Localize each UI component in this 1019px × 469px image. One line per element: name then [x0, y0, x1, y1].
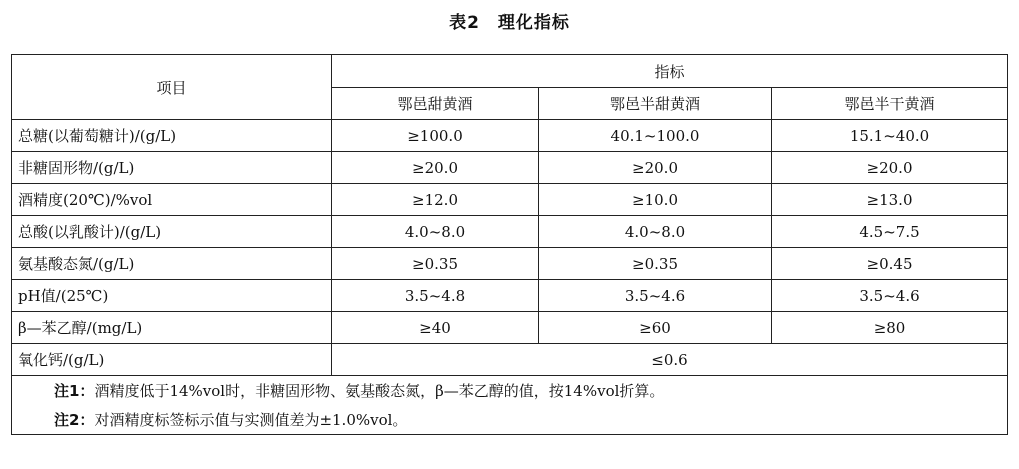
cell-value: 3.5~4.6 — [539, 280, 772, 312]
row-label: 非糖固形物/(g/L) — [12, 152, 332, 184]
table-row — [12, 152, 1008, 184]
note-1 — [12, 376, 1008, 406]
note-tag: 注1： — [54, 382, 95, 400]
cell-value: 15.1~40.0 — [772, 120, 1008, 152]
cell-value: 4.0~8.0 — [539, 216, 772, 248]
header-row-top — [12, 55, 1008, 88]
header-col-semi-dry: 鄂邑半干黄酒 — [772, 88, 1008, 120]
cell-value: ≥0.35 — [539, 248, 772, 280]
note-text: 酒精度低于14%vol时，非糖固形物、氨基酸态氮，β—苯乙醇的值，按14%vol折算。 — [94, 382, 665, 400]
cell-value: 3.5~4.6 — [772, 280, 1008, 312]
row-label: β—苯乙醇/(mg/L) — [12, 312, 332, 344]
cell-value: ≥0.45 — [772, 248, 1008, 280]
table-row — [12, 280, 1008, 312]
row-label: 总酸(以乳酸计)/(g/L) — [12, 216, 332, 248]
note-row — [12, 405, 1008, 435]
cell-value: ≥13.0 — [772, 184, 1008, 216]
row-label: pH值/(25℃) — [12, 280, 332, 312]
header-item: 项目 — [12, 55, 332, 120]
row-label: 氧化钙/(g/L) — [12, 344, 332, 376]
table-row — [12, 248, 1008, 280]
cell-value: ≥0.35 — [332, 248, 539, 280]
row-label: 氨基酸态氮/(g/L) — [12, 248, 332, 280]
table-row-merged — [12, 344, 1008, 376]
note-text: 对酒精度标签标示值与实测值差为±1.0%vol。 — [94, 411, 408, 429]
cell-value: ≥20.0 — [772, 152, 1008, 184]
cell-value: 4.0~8.0 — [332, 216, 539, 248]
cell-value: 3.5~4.8 — [332, 280, 539, 312]
table-caption: 表2 理化指标 — [449, 13, 570, 33]
note-tag: 注2： — [54, 411, 95, 429]
table-row — [12, 216, 1008, 248]
cell-value: ≥80 — [772, 312, 1008, 344]
row-label: 总糖(以葡萄糖计)/(g/L) — [12, 120, 332, 152]
header-group-index: 指标 — [332, 55, 1008, 88]
cell-value: ≥12.0 — [332, 184, 539, 216]
note-row — [12, 376, 1008, 406]
note-2 — [12, 405, 1008, 435]
cell-value: ≥60 — [539, 312, 772, 344]
cell-value: 40.1~100.0 — [539, 120, 772, 152]
cell-value: ≥40 — [332, 312, 539, 344]
header-col-sweet: 鄂邑甜黄酒 — [332, 88, 539, 120]
cell-value-merged: ≤0.6 — [332, 344, 1008, 376]
table-row — [12, 120, 1008, 152]
row-label: 酒精度(20℃)/%vol — [12, 184, 332, 216]
cell-value: 4.5~7.5 — [772, 216, 1008, 248]
table-row — [12, 312, 1008, 344]
physicochemical-index-table — [11, 54, 1008, 435]
cell-value: ≥20.0 — [332, 152, 539, 184]
cell-value: ≥20.0 — [539, 152, 772, 184]
cell-value: ≥10.0 — [539, 184, 772, 216]
header-col-semi-sweet: 鄂邑半甜黄酒 — [539, 88, 772, 120]
table-row — [12, 184, 1008, 216]
cell-value: ≥100.0 — [332, 120, 539, 152]
